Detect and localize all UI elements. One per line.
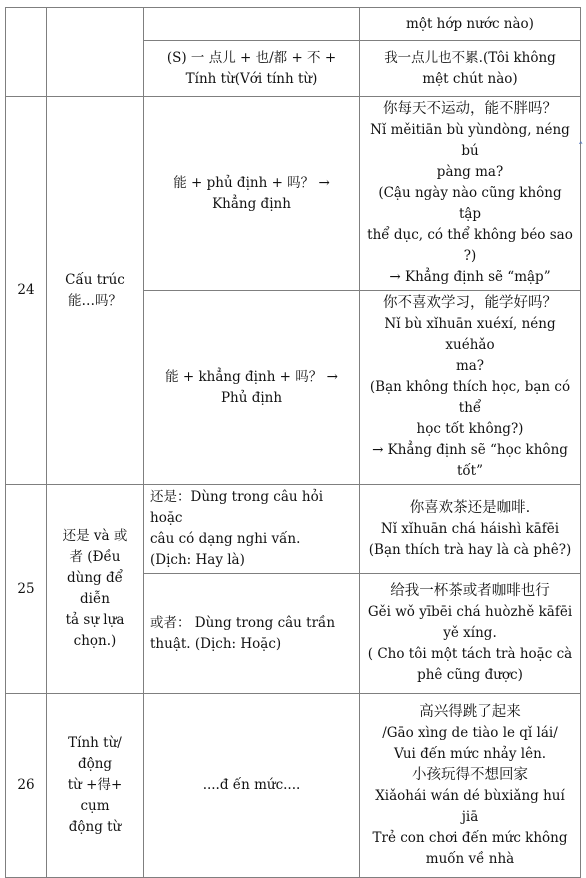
formula-line: 或者： Dùng trong câu trần bbox=[150, 614, 336, 631]
formula-cell bbox=[144, 97, 360, 291]
structure-line: Cấu trúc bbox=[65, 271, 125, 288]
example-cell bbox=[360, 97, 581, 291]
row-number: 26 bbox=[6, 694, 47, 878]
example-cell bbox=[360, 574, 581, 694]
example-line: 高兴得跳了起来 bbox=[419, 703, 521, 720]
example-line: 你不喜欢学习，能学好吗？ bbox=[383, 295, 557, 311]
structure-cell bbox=[47, 97, 144, 485]
structure-line: từ +得+ cụm bbox=[67, 777, 123, 814]
formula-line: 能 + phủ định + 吗？ → bbox=[173, 174, 330, 191]
formula-cell bbox=[144, 291, 360, 485]
example-line: thể dục, có thể không béo sao ?) bbox=[367, 227, 573, 264]
example-cell bbox=[360, 291, 581, 485]
table-row bbox=[6, 8, 581, 41]
example-line: Vui đến mức nhảy lên. bbox=[393, 745, 547, 762]
table-row bbox=[6, 694, 581, 878]
row-number: 25 bbox=[6, 485, 47, 694]
example-line: mệt chút nào) bbox=[422, 70, 518, 87]
formula-line: câu có dạng nghi vấn. bbox=[150, 531, 301, 547]
example-line: 我一点儿也不累.(Tôi không bbox=[384, 49, 556, 66]
grammar-table bbox=[5, 7, 581, 878]
example-line: học tốt không?) bbox=[416, 421, 524, 437]
formula-line: Tính từ(Với tính từ) bbox=[185, 70, 318, 87]
table-row bbox=[6, 485, 581, 574]
example-line: (Bạn thích trà hay là cà phê?) bbox=[368, 541, 572, 558]
example-line: pàng ma? bbox=[436, 164, 504, 180]
example-cell bbox=[360, 694, 581, 878]
example-line: Nǐ xǐhuān chá háishì kāfēi bbox=[380, 520, 560, 537]
structure-line: Tính từ/động bbox=[68, 735, 122, 772]
formula-line: (Dịch: Hay là) bbox=[150, 552, 245, 568]
example-line: tốt” bbox=[456, 463, 483, 479]
structure-line: dùng để diễn bbox=[67, 570, 123, 607]
example-cell bbox=[360, 8, 581, 41]
example-line: muốn về nhà bbox=[425, 850, 515, 867]
structure-line: động từ bbox=[68, 819, 122, 835]
structure-cell bbox=[47, 485, 144, 694]
example-line: Trẻ con chơi đến mức không bbox=[372, 829, 568, 846]
structure-line: chọn.) bbox=[73, 633, 117, 649]
example-line: phê cũng được) bbox=[417, 667, 523, 683]
structure-cell bbox=[47, 694, 144, 878]
caret-up-icon: ˄ bbox=[578, 140, 584, 153]
formula-line: Khẳng định bbox=[212, 195, 291, 212]
formula-line: 还是：Dùng trong câu hỏi hoặc bbox=[150, 489, 324, 526]
example-line: Nǐ měitiān bù yùndòng, néng bú bbox=[370, 122, 570, 159]
formula-line: Phủ định bbox=[220, 389, 283, 406]
formula-line: thuật. (Dịch: Hoặc) bbox=[150, 635, 282, 652]
example-cell bbox=[360, 485, 581, 574]
formula-cell bbox=[144, 694, 360, 878]
example-line: 小孩玩得不想回家 bbox=[412, 766, 528, 783]
example-line: → Khẳng định sẽ “mập” bbox=[389, 269, 551, 285]
structure-line: tả sự lựa bbox=[65, 612, 125, 628]
example-line: → Khẳng định sẽ “học không bbox=[372, 442, 568, 458]
structure-line: 还是 và 或 bbox=[62, 528, 128, 544]
example-line: một hớp nước nào) bbox=[406, 15, 534, 32]
formula-cell bbox=[144, 8, 360, 41]
formula-cell bbox=[144, 574, 360, 694]
example-line: Nǐ bù xǐhuān xuéxí, néng xuéhǎo bbox=[384, 316, 556, 353]
example-line: 你喜欢茶还是咖啡. bbox=[409, 499, 531, 516]
formula-cell bbox=[144, 41, 360, 97]
example-line: ( Cho tôi một tách trà hoặc cà bbox=[367, 646, 573, 662]
example-line: (Cậu ngày nào cũng không tập bbox=[378, 185, 562, 222]
example-line: Xiǎohái wán dé bùxiǎng huí jiā bbox=[375, 787, 565, 825]
structure-cell bbox=[47, 8, 144, 97]
example-line: Gěi wǒ yībēi chá huòzhě kāfēi bbox=[367, 604, 573, 620]
table-row bbox=[6, 97, 581, 291]
example-line: yě xíng. bbox=[443, 625, 497, 641]
example-line: 给我一杯茶或者咖啡也行 bbox=[390, 583, 550, 599]
structure-line: 者 (Đều bbox=[69, 549, 121, 565]
formula-line: ....đ ến mức.... bbox=[202, 777, 301, 793]
example-line: ma? bbox=[455, 358, 485, 374]
example-line: 你每天不运动，能不胖吗？ bbox=[383, 101, 557, 117]
example-cell bbox=[360, 41, 581, 97]
formula-line: 能 + khẳng định + 吗？ → bbox=[165, 368, 338, 385]
formula-cell bbox=[144, 485, 360, 574]
row-number: 24 bbox=[6, 97, 47, 485]
structure-line: 能…吗？ bbox=[68, 292, 122, 309]
example-line: (Bạn không thích học, bạn có thể bbox=[369, 379, 571, 416]
formula-line: (S) 一 点儿 + 也/都 + 不 + bbox=[166, 49, 337, 66]
example-line: /Gāo xìng de tiào le qǐ lái/ bbox=[382, 724, 558, 741]
row-number bbox=[6, 8, 47, 97]
